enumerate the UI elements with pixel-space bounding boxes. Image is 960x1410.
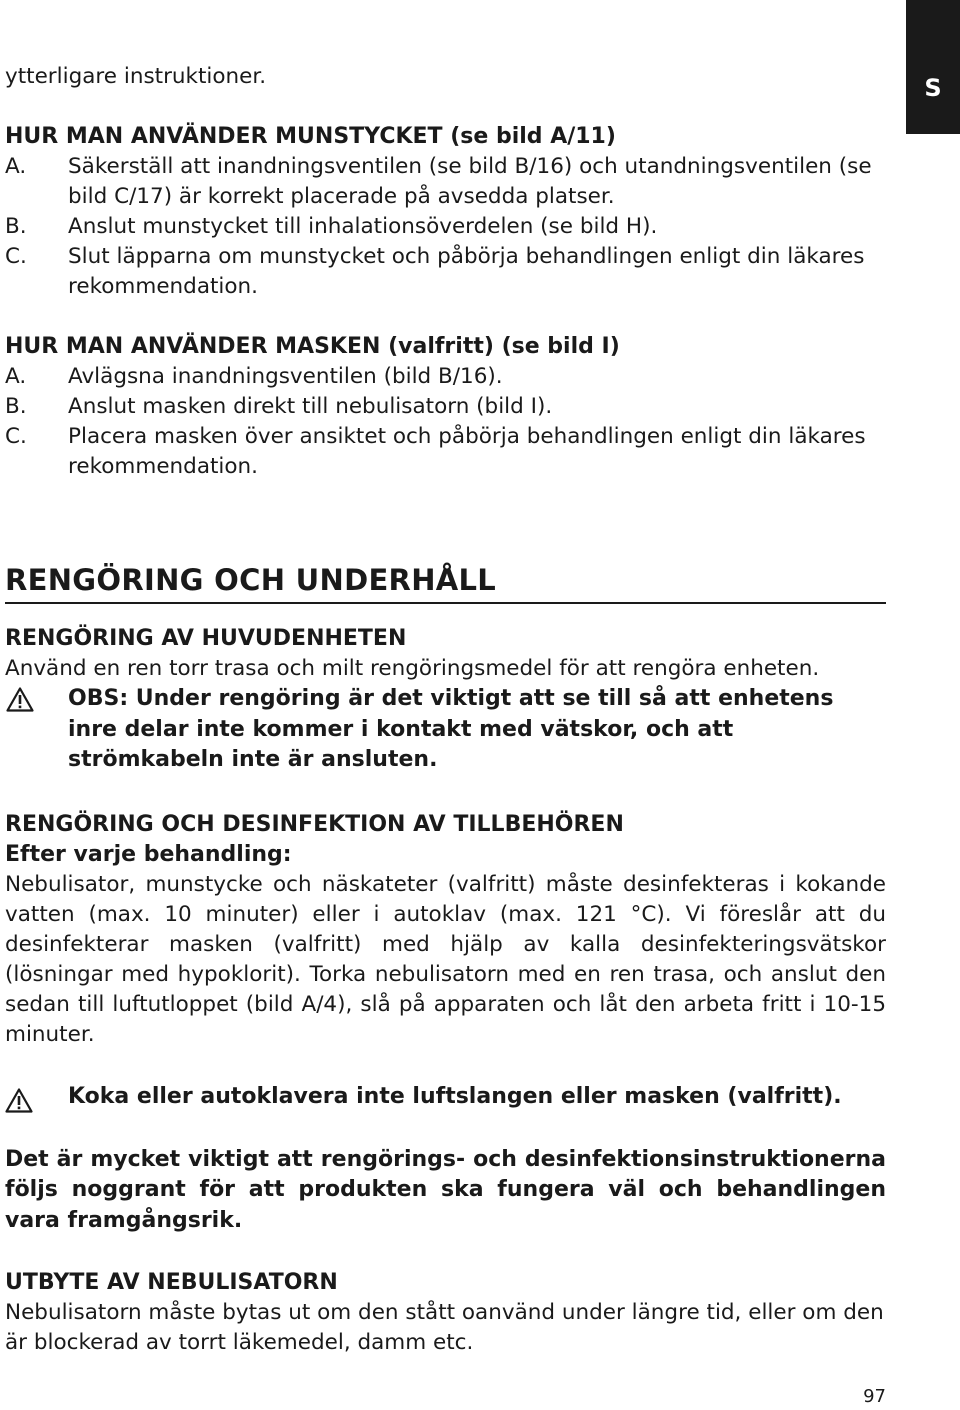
- replace-text: Nebulisatorn måste bytas ut om den stått oanvänd under längre tid, eller om den är blockerad av torrt läkemedel, damm etc.: [5, 1300, 884, 1355]
- unit-warning: [5, 684, 886, 776]
- unit-cleaning-heading: RENGÖRING AV HUVUDENHETEN: [5, 626, 407, 651]
- item-letter: A.: [5, 154, 27, 179]
- accessories-heading: RENGÖRING OCH DESINFEKTION AV TILLBEHÖREN: [5, 811, 624, 837]
- list-item: [5, 212, 886, 242]
- list-item: [5, 242, 886, 302]
- language-tab-label: S: [924, 74, 942, 102]
- item-text: Anslut masken direkt till nebulisatorn (bild I).: [68, 394, 553, 419]
- list-item: [5, 392, 886, 422]
- accessories-warning-text: Koka eller autoklavera inte luftslangen eller masken (valfritt).: [68, 1083, 842, 1109]
- page-number: 97: [863, 1386, 886, 1407]
- mouthpiece-heading: HUR MAN ANVÄNDER MUNSTYCKET (se bild A/11): [5, 124, 616, 149]
- mask-heading: HUR MAN ANVÄNDER MASKEN (valfritt) (se bild I): [5, 334, 620, 359]
- item-text: Anslut munstycket till inhalationsöverdelen (se bild H).: [68, 214, 658, 239]
- item-text: Placera masken över ansiktet och påbörja behandlingen enligt din läkares rekommendation.: [68, 424, 866, 479]
- unit-cleaning-section: [5, 624, 886, 776]
- document-page: [5, 62, 886, 1358]
- mouthpiece-section: [5, 122, 886, 302]
- unit-warning-text: OBS: Under rengöring är det viktigt att se till så att enhetens inre delar inte kommer i kontakt med vätskor, och att strömkabeln inte är ansluten.: [68, 686, 834, 772]
- item-text: Säkerställ att inandningsventilen (se bild B/16) och utandningsventilen (se bild C/17) är korrekt placerade på avsedda platser.: [68, 154, 872, 209]
- accessories-subheading: Efter varje behandling:: [5, 841, 292, 867]
- warning-icon: [5, 1088, 33, 1113]
- language-tab: [906, 0, 960, 134]
- unit-cleaning-text: Använd en ren torr trasa och milt rengöringsmedel för att rengöra enheten.: [5, 656, 820, 681]
- warning-icon-wrap: [5, 1082, 68, 1113]
- item-letter: B.: [5, 394, 27, 419]
- item-text: Avlägsna inandningsventilen (bild B/16).: [68, 364, 503, 389]
- cleaning-title: RENGÖRING OCH UNDERHÅLL: [5, 562, 886, 604]
- list-item: [5, 362, 886, 392]
- item-letter: B.: [5, 214, 27, 239]
- warning-icon: [6, 687, 34, 712]
- accessories-warning: [5, 1082, 886, 1113]
- mask-section: [5, 332, 886, 482]
- item-text: Slut läpparna om munstycket och påbörja behandlingen enligt din läkares rekommendation.: [68, 244, 865, 299]
- intro-line: ytterligare instruktioner.: [5, 64, 267, 89]
- accessories-section: [5, 810, 886, 1237]
- item-letter: C.: [5, 244, 27, 269]
- item-letter: A.: [5, 364, 27, 389]
- list-item: [5, 152, 886, 212]
- list-item: [5, 422, 886, 482]
- replace-heading: UTBYTE AV NEBULISATORN: [5, 1270, 338, 1295]
- important-note: Det är mycket viktigt att rengörings- och desinfektionsinstruktionerna följs noggrant för att produkten ska fungera väl och behandlingen vara framgångsrik.: [5, 1146, 886, 1233]
- item-letter: C.: [5, 424, 27, 449]
- accessories-text: Nebulisator, munstycke och näskateter (valfritt) måste desinfekteras i kokande vatten (max. 10 minuter) eller i autoklav (max. 121 °C). Vi föreslår att du desinfekterar masken (valfritt) med hjälp av kalla desinfekteringsvätskor (lösningar med hypoklorit). Torka nebulisatorn med en ren trasa, och anslut den sedan till luftutloppet (bild A/4), slå på apparaten och låt den arbeta fritt i 10-15 minuter.: [5, 871, 886, 1047]
- replace-section: [5, 1268, 886, 1358]
